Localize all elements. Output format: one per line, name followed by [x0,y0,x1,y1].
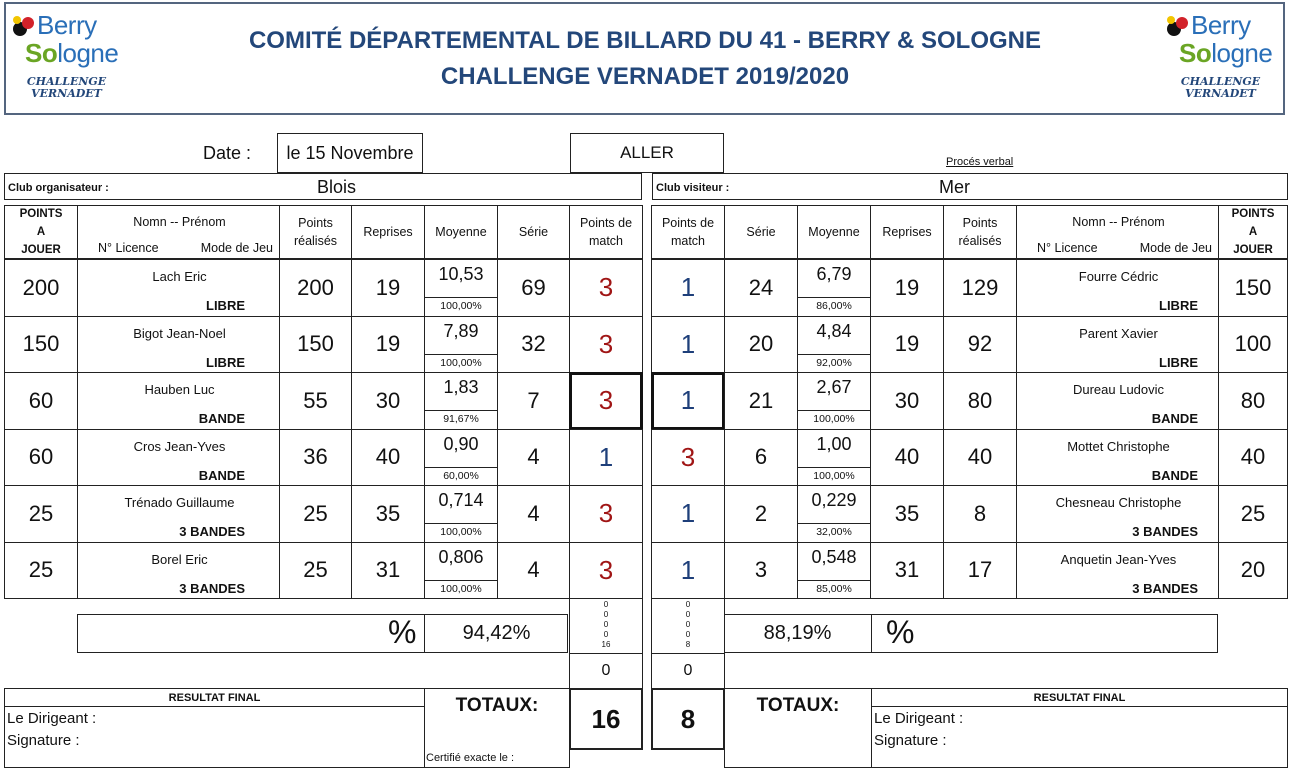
visitor-points-match: 1 [651,542,725,600]
logo-challenge-text: CHALLENGE VERNADET [1180,75,1261,100]
home-player-cell [77,372,280,430]
visitor-dirigeant-label: Le Dirigeant : [874,710,964,727]
visitor-col-points-match-line: Points de [661,216,715,230]
logo-berry-text: Berry [1191,10,1251,40]
visitor-player-name: Parent Xavier [1079,325,1158,341]
divider [425,523,497,524]
home-col-serie-line: Série [518,225,549,239]
visitor-player-cell [1016,259,1219,317]
home-points-realises: 150 [279,316,352,374]
home-moyenne-pct: 100,00% [440,356,482,369]
home-reprises: 40 [351,429,425,487]
visitor-col-points-a-jouer [1218,205,1288,259]
home-points-match: 3 [569,485,643,543]
visitor-col-nom-licence: N° Licence [1037,241,1098,255]
home-moyenne: 7,89 [443,320,479,341]
home-total-value: 16 [569,688,643,750]
visitor-moyenne: 0,548 [811,546,857,567]
home-player-mode: LIBRE [206,298,245,313]
visitor-points-match: 1 [651,485,725,543]
visitor-serie: 21 [724,372,798,430]
home-points-a-jouer: 25 [4,542,78,600]
home-col-points-match-line: Points de [579,216,633,230]
home-player-name: Lach Eric [152,269,207,284]
visitor-reprises: 19 [870,316,944,374]
home-moyenne-pct: 100,00% [440,582,482,595]
visitor-points-realises: 40 [943,429,1017,487]
logo-sologne-text: Sologne [1179,38,1273,68]
billiard-balls-icon [11,14,37,40]
visitor-club-label: Club visiteur : [656,182,730,194]
visitor-player-name: Fourre Cédric [1078,269,1159,284]
home-col-nom-mode: Mode de Jeu [200,241,273,255]
home-signature-label: Signature : [7,732,80,749]
visitor-col-points-match [651,205,725,259]
visitor-result-box [871,688,1288,768]
home-moyenne-pct: 100,00% [440,300,482,312]
home-points-match: 3 [569,316,643,374]
home-player-cell [77,542,280,600]
home-club-label: Club organisateur : [8,182,109,194]
home-col-points-realises-line: Points [298,216,333,230]
home-club-row [4,173,642,200]
date-label: Date : [203,143,252,163]
home-player-cell [77,259,280,317]
home-player-mode: BANDE [198,411,245,426]
divider [798,354,870,355]
visitor-col-serie [724,205,798,259]
page-subtitle: CHALLENGE VERNADET 2019/2020 [440,63,850,90]
visitor-club-row [652,173,1288,200]
visitor-player-mode: LIBRE [1159,354,1198,370]
home-player-cell [77,429,280,487]
home-player-name: Borel Eric [151,551,208,567]
visitor-points-realises: 17 [943,542,1017,600]
home-col-points-match [569,205,643,259]
visitor-col-nom-nom: Nomn -- Prénom [1072,215,1165,229]
visitor-col-points-realises [943,205,1017,259]
divider [425,467,497,468]
home-player-mode: 3 BANDES [179,580,245,596]
visitor-points-realises: 80 [943,372,1017,430]
home-player-mode: BANDE [198,467,245,483]
home-col-points-a-jouer-line: JOUER [21,244,61,256]
visitor-col-points-match-line: match [670,234,706,248]
visitor-moyenne-pct: 32,00% [816,526,852,538]
billiard-balls-icon [1165,14,1191,40]
visitor-col-serie-line: Série [746,225,776,239]
visitor-moyenne: 1,00 [816,433,852,454]
divider [798,410,870,411]
home-moyenne-cell [424,372,498,430]
home-moyenne-cell [424,485,498,543]
visitor-zero-value: 0 [683,662,693,679]
visitor-moyenne-cell [797,372,871,430]
home-col-points-a-jouer-line: POINTS [19,208,63,220]
visitor-reprises: 19 [870,259,944,317]
visitor-serie: 3 [724,542,798,600]
home-points-realises: 25 [279,485,352,543]
home-points-realises: 55 [279,372,352,430]
divider [798,523,870,524]
home-moyenne-cell [424,429,498,487]
visitor-moyenne-pct: 86,00% [816,300,852,312]
home-col-points-a-jouer [4,205,78,259]
home-col-reprises-line: Reprises [363,225,413,239]
visitor-points-a-jouer: 80 [1218,372,1288,430]
visitor-col-points-a-jouer-line: POINTS [1231,208,1275,220]
visitor-points-match: 1 [651,259,725,317]
visitor-points-a-jouer: 150 [1218,259,1288,317]
visitor-player-name: Anquetin Jean-Yves [1060,551,1177,567]
visitor-player-cell [1016,372,1219,430]
home-points-match: 3 [569,259,643,317]
visitor-player-mode: BANDE [1151,467,1198,483]
home-zero-value: 0 [601,662,611,679]
home-col-points-realises-line: réalisés [293,234,338,248]
home-moyenne: 10,53 [438,264,484,284]
home-points-realises: 36 [279,429,352,487]
divider [798,467,870,468]
leg-field: ALLER [570,133,724,173]
visitor-points-realises: 8 [943,485,1017,543]
home-player-name: Cros Jean-Yves [133,438,226,454]
visitor-percent-symbol: % [886,614,915,650]
home-points-a-jouer: 150 [4,316,78,374]
visitor-col-reprises-line: Reprises [882,225,932,239]
visitor-reprises: 40 [870,429,944,487]
home-player-cell [77,316,280,374]
home-moyenne-cell [424,259,498,317]
divider [798,297,870,298]
visitor-points-a-jouer: 20 [1218,542,1288,600]
home-moyenne: 1,83 [443,377,479,397]
logo-challenge-text: CHALLENGE VERNADET [26,75,107,100]
home-player-name: Hauben Luc [144,382,215,397]
visitor-points-match: 1 [651,316,725,374]
divider [798,580,870,581]
divider [425,580,497,581]
home-serie: 4 [497,429,570,487]
home-col-moyenne-line: Moyenne [435,225,487,239]
home-serie: 4 [497,485,570,543]
visitor-serie: 6 [724,429,798,487]
home-col-nom-licence: N° Licence [98,241,159,255]
home-reprises: 19 [351,259,425,317]
visitor-moyenne-pct: 85,00% [816,582,852,595]
visitor-moyenne: 4,84 [816,320,852,341]
home-points-a-jouer: 25 [4,485,78,543]
home-reprises: 30 [351,372,425,430]
visitor-col-moyenne [797,205,871,259]
home-col-nom [77,205,280,259]
visitor-points-a-jouer: 25 [1218,485,1288,543]
visitor-total-value: 8 [651,688,725,750]
home-serie: 4 [497,542,570,600]
visitor-points-realises: 129 [943,259,1017,317]
home-moyenne-pct: 100,00% [440,526,482,538]
visitor-result-title: RESULTAT FINAL [1033,692,1126,704]
totaux-box-home [425,688,570,768]
home-points-match: 1 [569,429,643,487]
visitor-col-nom [1016,205,1219,259]
home-serie: 69 [497,259,570,317]
visitor-col-points-a-jouer-line: A [1248,226,1258,238]
visitor-player-cell [1016,316,1219,374]
visitor-signature-label: Signature : [874,732,947,749]
visitor-player-mode: LIBRE [1159,298,1198,313]
home-reprises: 35 [351,485,425,543]
home-moyenne-pct: 60,00% [443,469,479,482]
visitor-player-name: Mottet Christophe [1067,438,1170,454]
visitor-player-cell [1016,542,1219,600]
visitor-moyenne-cell [797,259,871,317]
home-col-points-a-jouer-line: A [36,226,46,238]
home-club-name: Blois [317,177,357,197]
visitor-player-name: Dureau Ludovic [1072,382,1165,397]
visitor-moyenne-cell [797,485,871,543]
totaux-box-visitor [724,688,872,768]
home-percent-value: 94,42% [462,622,531,644]
home-player-name: Trénado Guillaume [124,495,235,510]
visitor-reprises: 31 [870,542,944,600]
home-points-a-jouer: 60 [4,429,78,487]
visitor-totaux-label: TOTAUX: [756,695,840,716]
visitor-player-cell [1016,485,1219,543]
visitor-player-mode: 3 BANDES [1132,580,1198,596]
visitor-points-match: 3 [651,429,725,487]
proces-verbal-label: Procés verbal [946,156,1014,168]
home-moyenne-cell [424,316,498,374]
visitor-moyenne-pct: 100,00% [813,413,855,425]
visitor-player-mode: 3 BANDES [1132,524,1198,539]
home-result-box [4,688,425,768]
visitor-points-realises: 92 [943,316,1017,374]
home-moyenne: 0,806 [438,546,484,567]
visitor-col-reprises [870,205,944,259]
visitor-moyenne-cell [797,542,871,600]
home-points-match: 3 [569,372,643,430]
visitor-club-name: Mer [939,177,970,197]
berry-sologne-logo-right [1163,8,1278,108]
visitor-player-mode: BANDE [1151,411,1198,426]
home-moyenne: 0,714 [438,490,484,510]
home-player-name: Bigot Jean-Noel [133,325,226,341]
visitor-moyenne-cell [797,429,871,487]
visitor-moyenne-pct: 100,00% [813,469,855,482]
visitor-reprises: 30 [870,372,944,430]
home-col-reprises [351,205,425,259]
home-points-match: 3 [569,542,643,600]
visitor-col-points-a-jouer-line: JOUER [1233,244,1273,256]
divider [425,297,497,298]
visitor-moyenne-cell [797,316,871,374]
berry-sologne-logo-left [9,8,124,108]
home-reprises: 19 [351,316,425,374]
home-points-realises: 200 [279,259,352,317]
date-field: le 15 Novembre [277,133,423,173]
home-moyenne: 0,90 [443,433,479,454]
certifie-label: Certifié exacte le : [426,752,515,764]
home-col-serie [497,205,570,259]
visitor-serie: 24 [724,259,798,317]
visitor-points-match: 1 [651,372,725,430]
home-reprises: 31 [351,542,425,600]
visitor-points-a-jouer: 100 [1218,316,1288,374]
divider [871,614,872,653]
visitor-moyenne: 6,79 [816,264,852,284]
visitor-player-cell [1016,429,1219,487]
visitor-reprises: 35 [870,485,944,543]
home-col-points-match-line: match [588,234,624,248]
home-dirigeant-label: Le Dirigeant : [7,710,97,727]
home-points-a-jouer: 200 [4,259,78,317]
divider [425,410,497,411]
visitor-points-a-jouer: 40 [1218,429,1288,487]
visitor-moyenne-pct: 92,00% [816,356,852,369]
home-mini-values: 0 0 0 0 16 [601,600,611,649]
visitor-serie: 2 [724,485,798,543]
header-banner [4,2,1285,115]
logo-sologne-text: Sologne [25,38,119,68]
home-serie: 32 [497,316,570,374]
home-col-moyenne [424,205,498,259]
home-player-cell [77,485,280,543]
home-percent-symbol: % [388,614,417,650]
home-col-points-realises [279,205,352,259]
logo-berry-text: Berry [37,10,97,40]
home-player-mode: LIBRE [206,354,245,370]
visitor-col-points-realises-line: réalisés [958,234,1002,248]
home-points-a-jouer: 60 [4,372,78,430]
visitor-moyenne: 0,229 [811,490,857,510]
visitor-mini-values: 0 0 0 0 8 [685,600,691,649]
visitor-player-name: Chesneau Christophe [1055,495,1182,510]
home-player-mode: 3 BANDES [179,524,245,539]
home-moyenne-cell [424,542,498,600]
divider [425,354,497,355]
home-moyenne-pct: 91,67% [443,413,479,425]
visitor-col-moyenne-line: Moyenne [808,225,860,239]
visitor-col-points-realises-line: Points [962,216,998,230]
page-title: COMITÉ DÉPARTEMENTAL DE BILLARD DU 41 - BERRY & SOLOGNE [248,27,1042,54]
home-points-realises: 25 [279,542,352,600]
visitor-col-nom-mode: Mode de Jeu [1139,241,1212,255]
visitor-percent-value: 88,19% [763,622,832,644]
home-result-title: RESULTAT FINAL [168,692,261,704]
visitor-serie: 20 [724,316,798,374]
visitor-moyenne: 2,67 [816,377,852,397]
home-totaux-label: TOTAUX: [455,695,539,716]
home-serie: 7 [497,372,570,430]
home-col-nom-nom: Nomn -- Prénom [133,215,226,229]
